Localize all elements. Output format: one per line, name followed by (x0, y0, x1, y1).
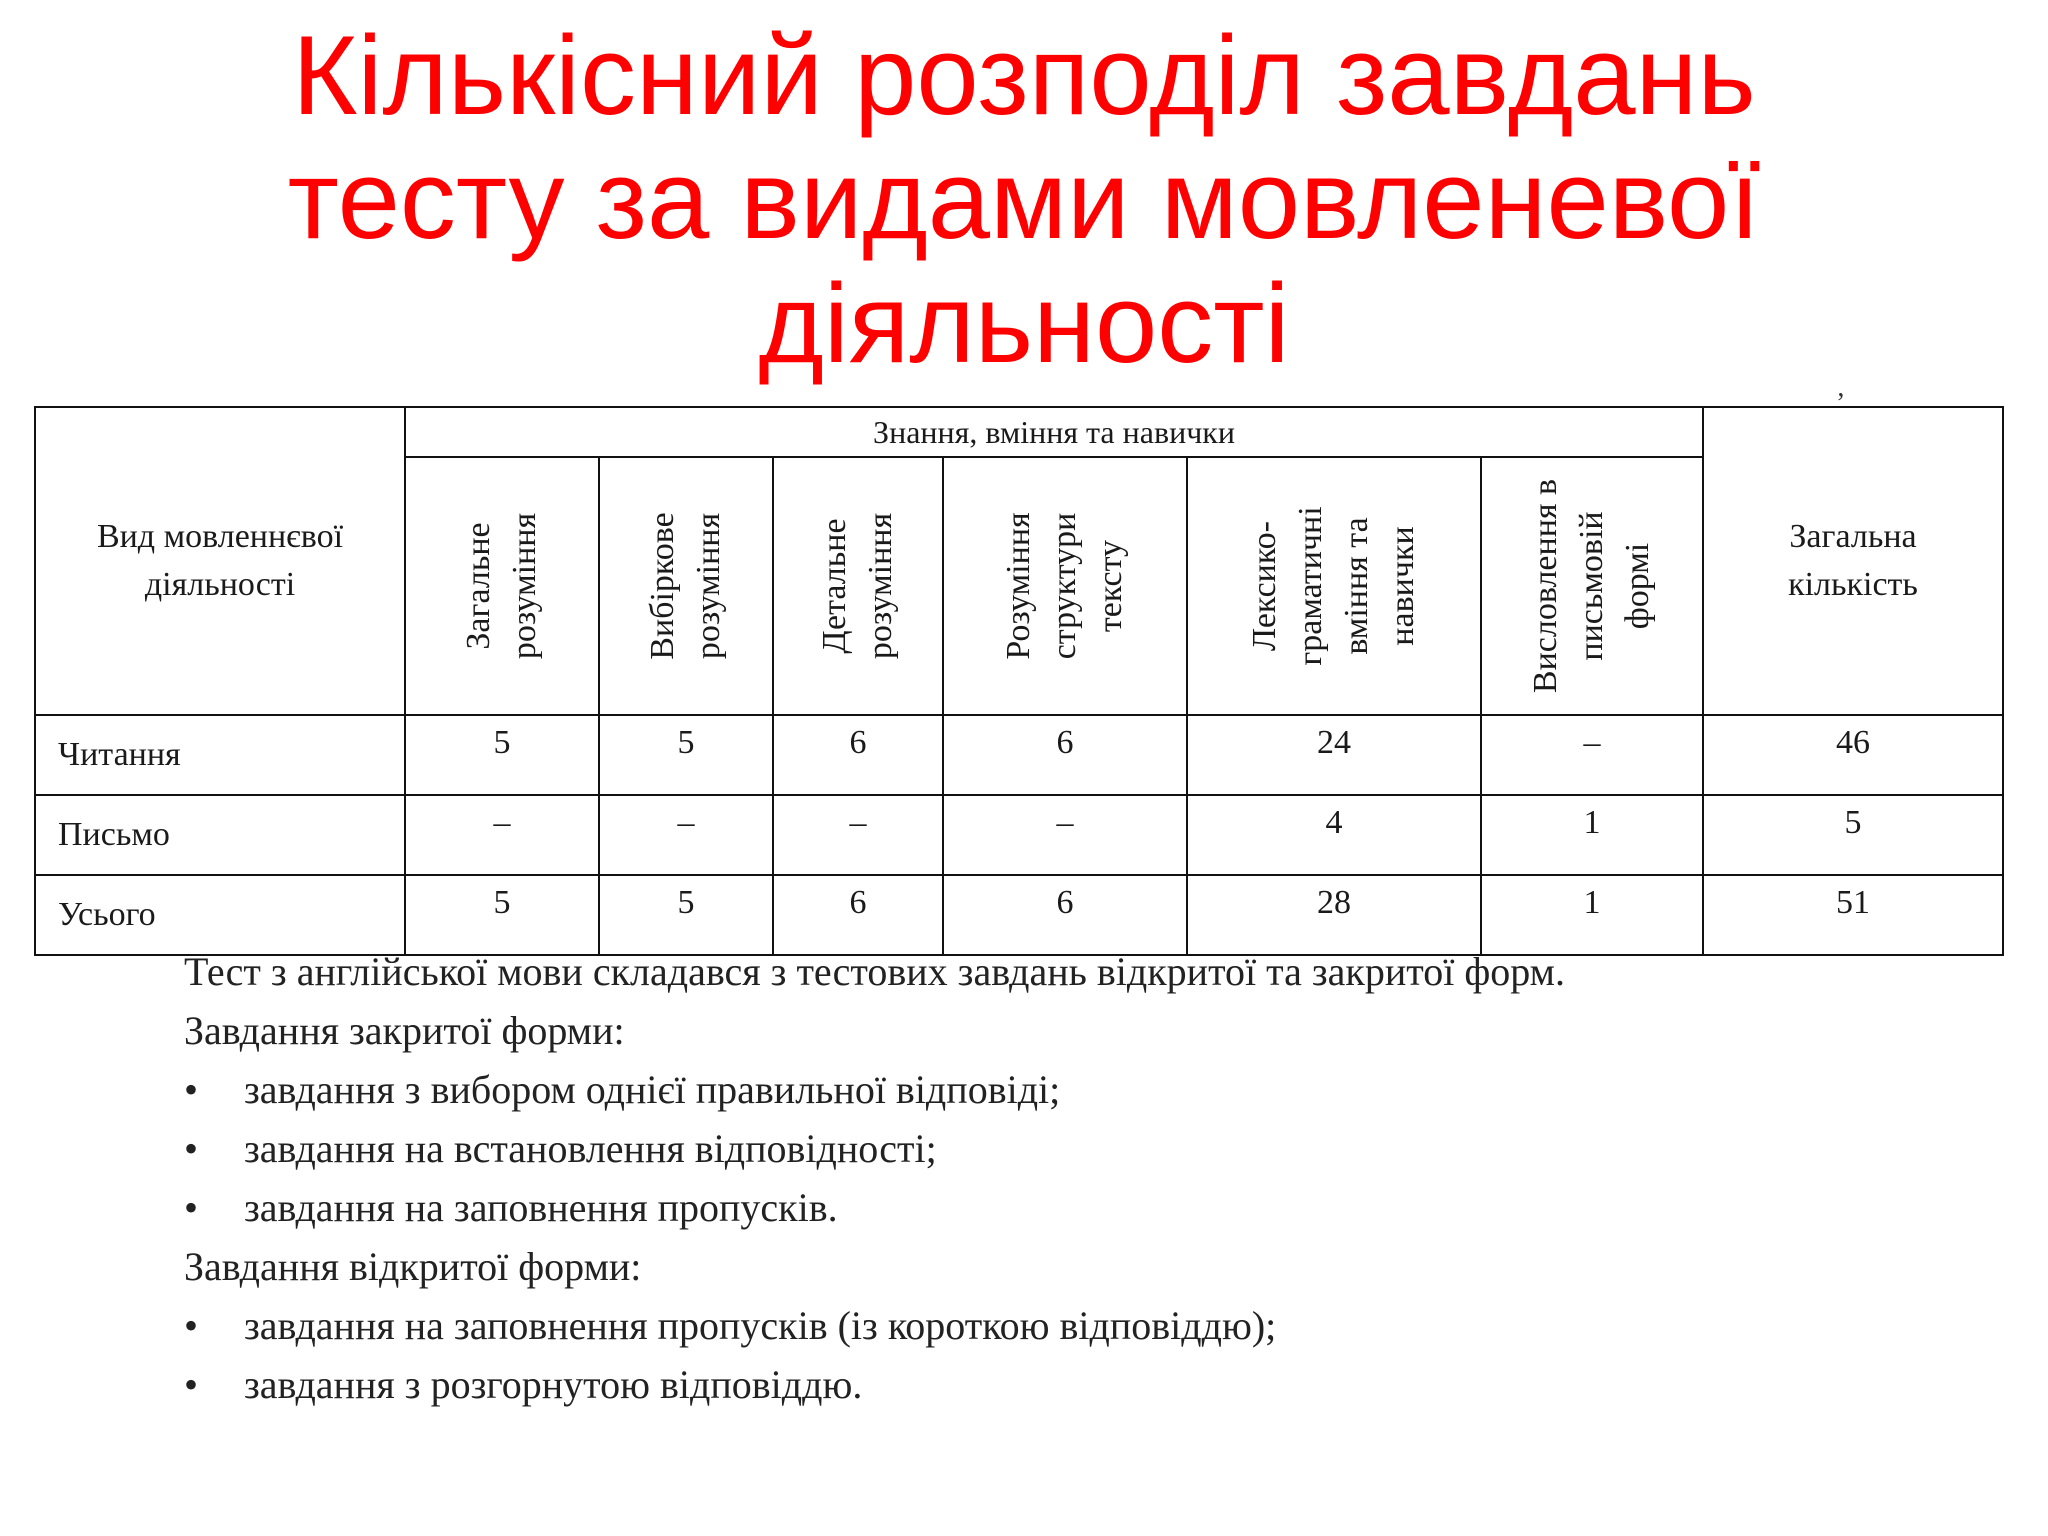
open-form-heading: Завдання відкритої форми: (184, 1244, 642, 1289)
skill-header-text: Вибіркове розуміння (644, 512, 727, 660)
intro-paragraph: Тест з англійської мови складався з тестових завдань відкритої та закритої форм. (184, 949, 1565, 994)
title-line-3: діяльності (758, 261, 1290, 386)
list-item (184, 1355, 1884, 1414)
table-cell: 4 (1187, 795, 1481, 875)
bullet-icon: • (184, 1303, 199, 1348)
table-cell: 6 (773, 875, 943, 955)
table-cell-total: 46 (1703, 715, 2003, 795)
table-cell: – (773, 795, 943, 875)
skill-header-text: Розуміння структури тексту (1000, 512, 1129, 660)
skill-header-text: Загальне розуміння (460, 512, 543, 660)
row-label: Усього (35, 875, 405, 955)
table-cell: 6 (773, 715, 943, 795)
table-cell: – (943, 795, 1187, 875)
table-cell: – (405, 795, 599, 875)
skill-header (599, 457, 773, 715)
table-row (35, 795, 2003, 875)
title-line-1: Кількісний розподіл завдань (292, 13, 1756, 138)
list-item-text: завдання на встановлення відповідності; (244, 1126, 937, 1171)
group-header: Знання, вміння та навички (405, 407, 1703, 457)
open-form-list (184, 1296, 1884, 1414)
bullet-icon: • (184, 1362, 199, 1407)
bullet-icon: • (184, 1185, 199, 1230)
table-cell: – (1481, 715, 1703, 795)
table-cell: 1 (1481, 795, 1703, 875)
row-label: Письмо (35, 795, 405, 875)
table-cell: 28 (1187, 875, 1481, 955)
skill-header (1187, 457, 1481, 715)
list-item-text: завдання на заповнення пропусків. (244, 1185, 838, 1230)
row-label: Читання (35, 715, 405, 795)
table-cell-total: 51 (1703, 875, 2003, 955)
table-cell: – (599, 795, 773, 875)
kind-header (35, 407, 405, 715)
distribution-table (34, 406, 2004, 956)
table-header-row-1 (35, 407, 2003, 457)
total-header-line-1: Загальна (1789, 518, 1917, 555)
table-cell: 24 (1187, 715, 1481, 795)
table-cell: 5 (599, 715, 773, 795)
skill-header (943, 457, 1187, 715)
kind-header-line-2: діяльності (144, 566, 296, 603)
skill-header-text: Лексико- граматичні вміння та навички (1246, 506, 1421, 666)
skill-header-text: Детальне розуміння (816, 512, 899, 660)
slide-title (0, 14, 2048, 386)
table-cell-total: 5 (1703, 795, 2003, 875)
list-item-text: завдання з вибором однієї правильної відповіді; (244, 1067, 1061, 1112)
list-item (184, 1296, 1884, 1355)
body-text (184, 942, 1884, 1414)
table-cell: 6 (943, 875, 1187, 955)
skill-header-text: Висловлення в письмовій формі (1527, 478, 1656, 694)
skill-header (405, 457, 599, 715)
closed-form-heading: Завдання закритої форми: (184, 1008, 625, 1053)
list-item (184, 1060, 1884, 1119)
total-header-line-2: кількість (1788, 566, 1918, 603)
bullet-icon: • (184, 1126, 199, 1171)
skill-header (773, 457, 943, 715)
table-cell: 5 (405, 875, 599, 955)
closed-form-list (184, 1060, 1884, 1237)
title-line-2: тесту за видами мовленевої (287, 137, 1761, 262)
skill-header (1481, 457, 1703, 715)
kind-header-line-1: Вид мовленнєвої (96, 518, 344, 555)
table-cell: 1 (1481, 875, 1703, 955)
list-item (184, 1178, 1884, 1237)
total-header (1703, 407, 2003, 715)
table-cell: 5 (599, 875, 773, 955)
bullet-icon: • (184, 1067, 199, 1112)
list-item-text: завдання на заповнення пропусків (із короткою відповіддю); (244, 1303, 1277, 1348)
table-cell: 6 (943, 715, 1187, 795)
list-item (184, 1119, 1884, 1178)
table-row (35, 715, 2003, 795)
table-cell: 5 (405, 715, 599, 795)
list-item-text: завдання з розгорнутою відповіддю. (244, 1362, 863, 1407)
stray-mark: ’ (1836, 388, 1846, 419)
